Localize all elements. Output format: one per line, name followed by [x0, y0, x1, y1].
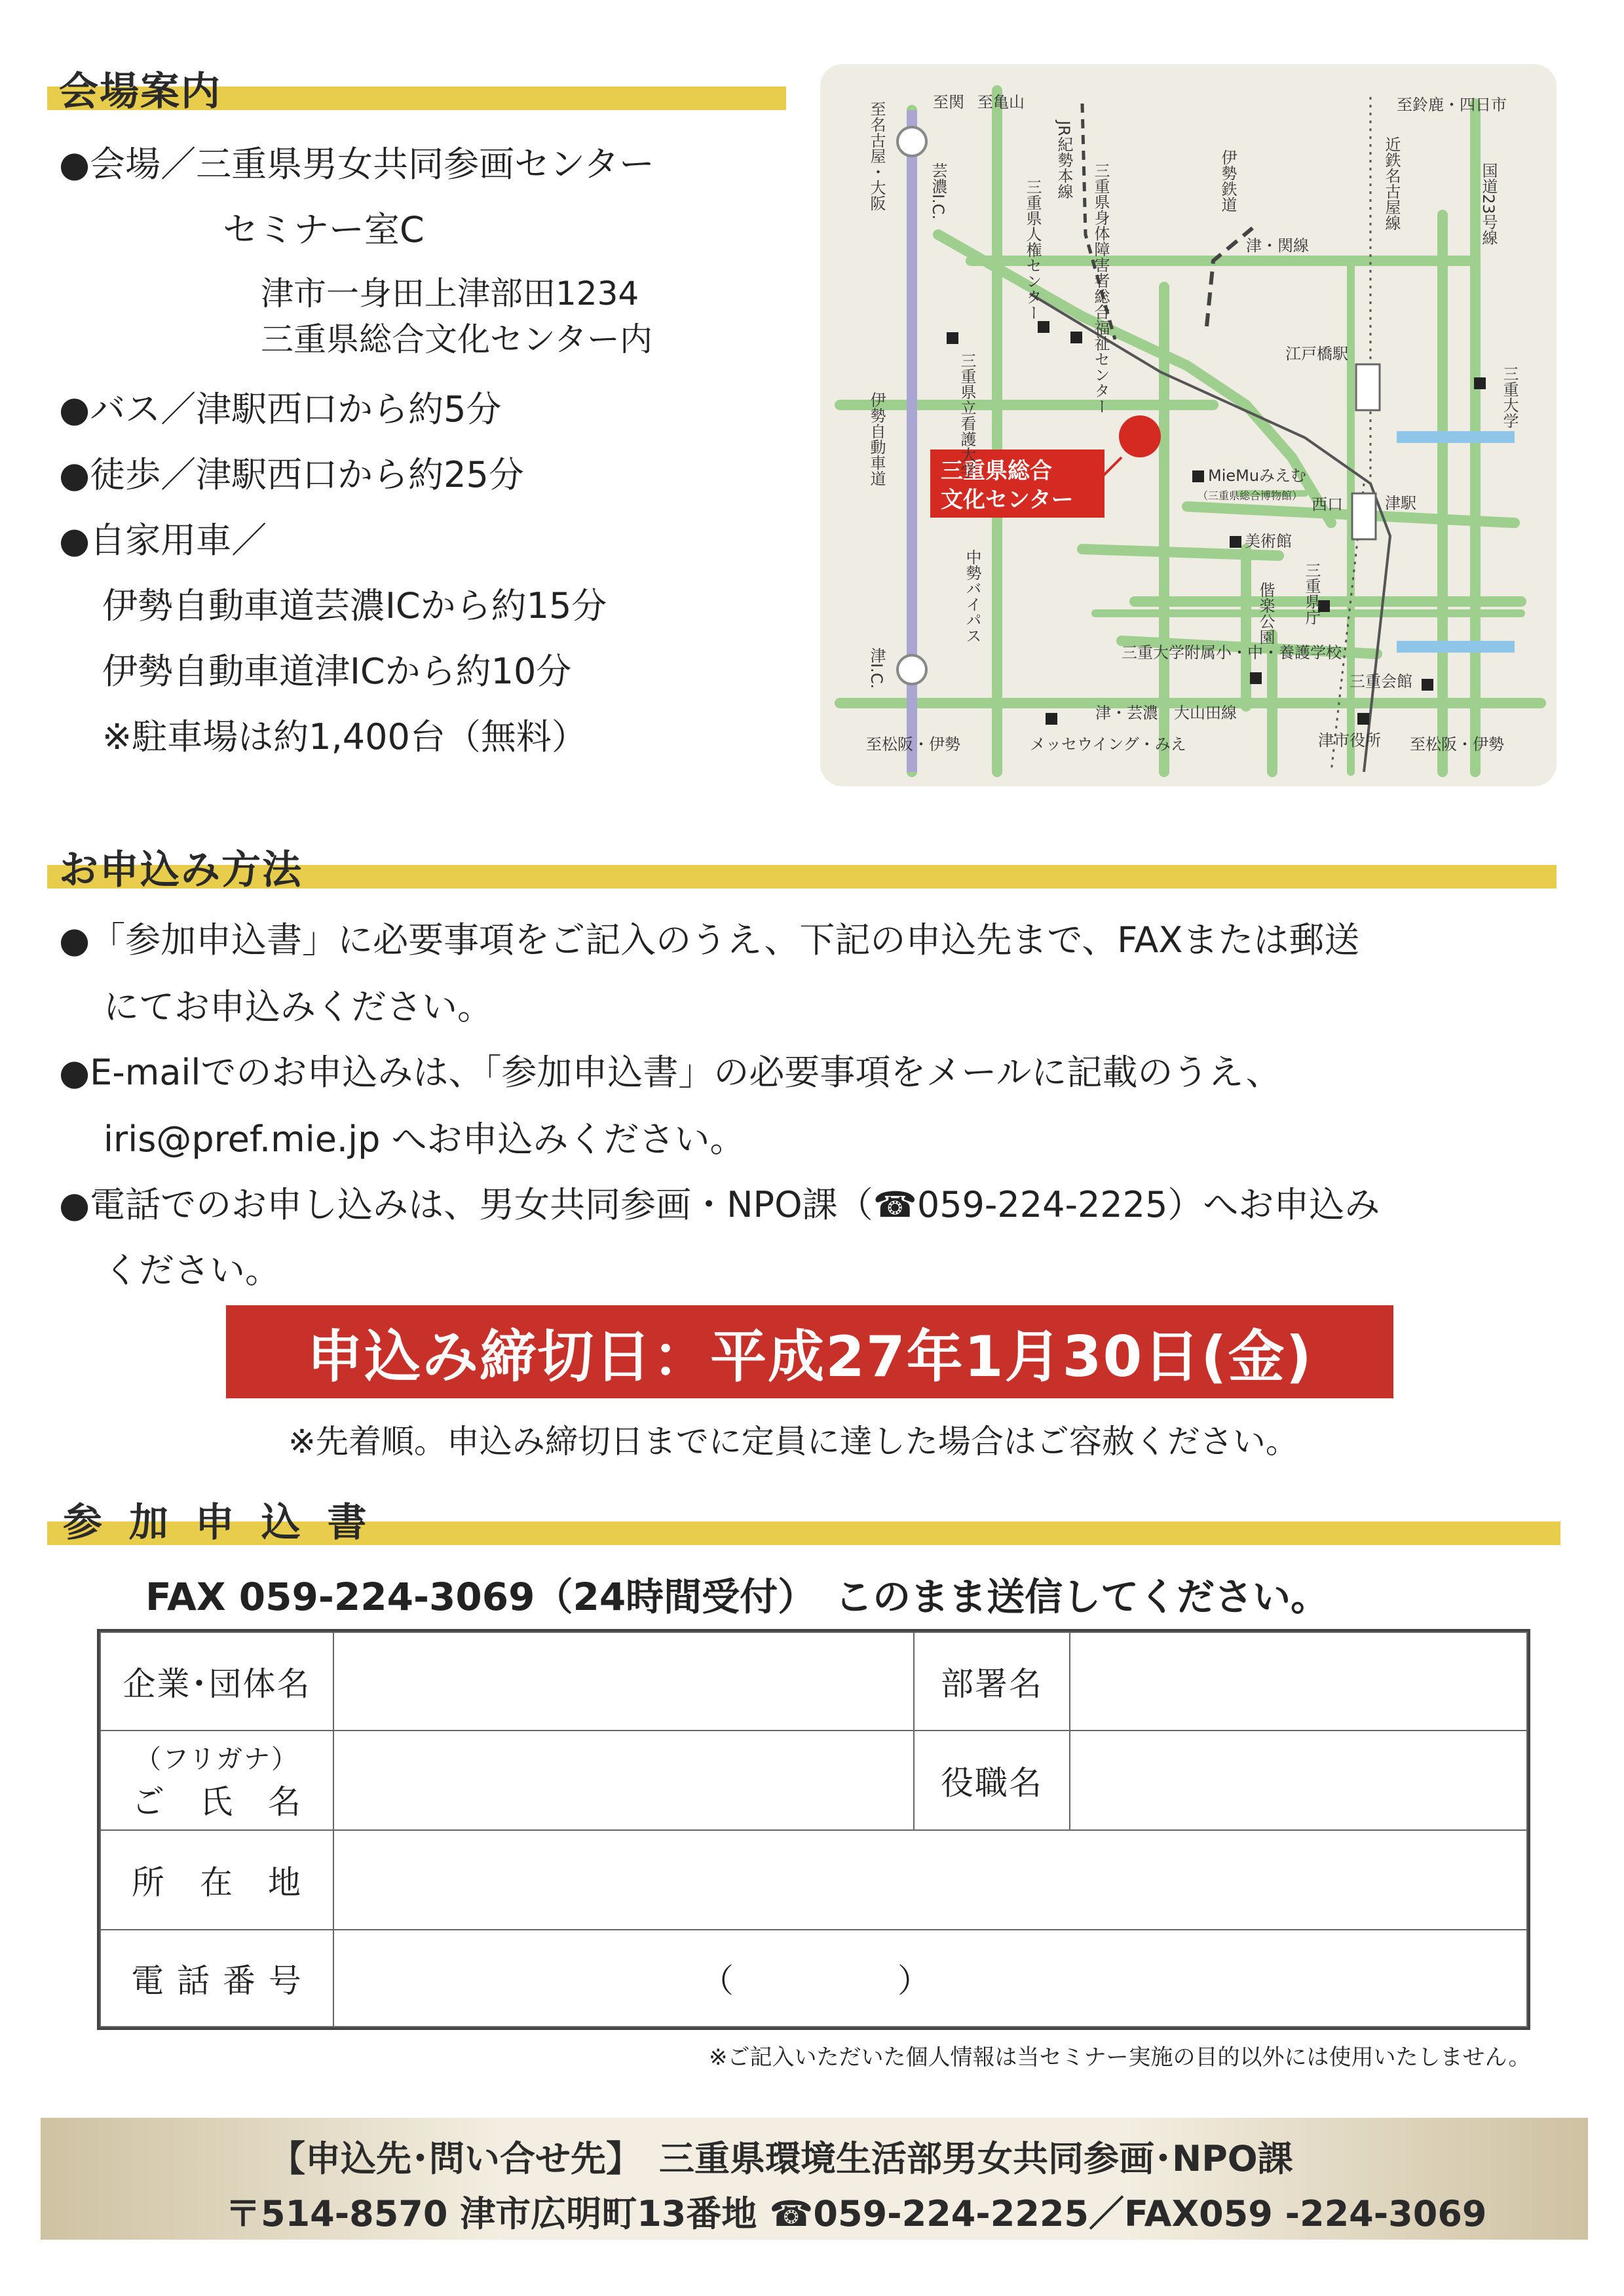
label-address: 所 在 地	[100, 1829, 334, 1930]
input-company[interactable]	[333, 1632, 915, 1731]
map-label-to-suzuka: 至鈴鹿・四日市	[1397, 96, 1507, 114]
venue-line-10: ※駐車場は約1,400台（無料）	[102, 716, 587, 757]
contact-footer	[41, 2118, 1588, 2240]
map-label-ise-railway: 伊勢鉄道	[1218, 149, 1237, 212]
map-edobashi-station	[1356, 364, 1380, 410]
map-tsu-station	[1352, 493, 1376, 539]
map-label-to-matsusaka-r: 至松阪・伊勢	[1410, 735, 1504, 754]
application-form-table	[97, 1629, 1530, 2030]
input-name[interactable]	[333, 1730, 915, 1831]
label-position: 役職名	[913, 1730, 1070, 1831]
venue-line-6: ●徒歩／津駅西口から約25分	[59, 454, 524, 495]
fax-line: FAX 059-224-3069（24時間受付） このまま送信してください。	[145, 1575, 1329, 1619]
map-label-fuzoku: 三重大学附属小・中・養護学校	[1122, 643, 1342, 662]
map-label-kaikan: 三重会館	[1350, 672, 1412, 691]
phone-paren-open: （	[701, 1962, 734, 2000]
apply-line-6: ください。	[104, 1250, 280, 1291]
apply-line-5: ●電話でのお申し込みは、男女共同参画・NPO課（☎059-224-2225）へお申込み	[59, 1184, 1380, 1225]
map-label-tsu-station: 津駅	[1385, 494, 1416, 512]
map-label-edobashi: 江戸橋駅	[1285, 345, 1348, 363]
map-label-art-museum: 美術館	[1245, 532, 1292, 550]
map-label-tsu-seki: 津・関線	[1246, 237, 1309, 255]
form-title: 参 加 申 込 書	[63, 1500, 373, 1546]
map-label-nishiguchi: 西口	[1312, 495, 1343, 514]
venue-line-1: ●会場／三重県男女共同参画センター	[59, 144, 654, 185]
map-label-to-seki: 至関	[933, 93, 964, 111]
label-department: 部署名	[913, 1632, 1070, 1731]
input-department[interactable]	[1069, 1632, 1528, 1731]
map-label-to-kameyama: 至亀山	[977, 93, 1025, 111]
map-label-kango: 三重県立看護大学	[958, 353, 976, 478]
apply-line-2: にてお申込みください。	[104, 986, 493, 1027]
venue-title: 会場案内	[59, 69, 221, 115]
venue-line-9: 伊勢自動車道津ICから約10分	[102, 651, 572, 692]
input-address[interactable]	[333, 1829, 1528, 1930]
map-ic-north	[897, 127, 926, 156]
map-label-miemu: MieMuみえむ	[1208, 467, 1307, 485]
map-water	[1397, 431, 1515, 653]
venue-line-4: 三重県総合文化センター内	[261, 320, 652, 358]
venue-line-2: セミナー室C	[223, 209, 425, 250]
map-label-jr-kisei: JR紀勢本線	[1055, 121, 1073, 199]
map-drawing	[820, 64, 1557, 786]
map-label-geino-oyamada: 津・芸濃 大山田線	[1095, 704, 1237, 722]
venue-line-5: ●バス／津駅西口から約5分	[59, 389, 502, 430]
apply-title: お申込み方法	[59, 847, 303, 893]
map-label-kencho: 三重県庁	[1302, 562, 1321, 625]
venue-line-3: 津市一身田上津部田1234	[261, 275, 639, 313]
map-label-tsu-ic: 津I.C.	[867, 647, 886, 689]
map-label-mie-univ: 三重大学	[1500, 366, 1519, 429]
map-label-kairaku: 偕楽公園	[1256, 582, 1275, 645]
map-label-messe: メッセウイング・みえ	[1030, 735, 1186, 754]
deadline-note: ※先着順。申込み締切日までに定員に達した場合はご容赦ください。	[288, 1423, 1298, 1461]
map-label-route23: 国道23号線	[1479, 163, 1498, 246]
label-name: ご 氏 名	[132, 1782, 302, 1821]
label-furigana: （フリガナ）	[135, 1744, 299, 1774]
apply-line-3: ●E-mailでのお申込みは、「参加申込書」の必要事項をメールに記載のうえ、	[59, 1052, 1281, 1093]
access-map	[820, 64, 1557, 786]
footer-contact: 【申込先･問い合せ先】 三重県環境生活部男女共同参画･NPO課	[270, 2138, 1293, 2179]
input-position[interactable]	[1069, 1730, 1528, 1831]
footer-address: 〒514-8570 津市広明町13番地 ☎059-224-2225／FAX059 -224-3069	[225, 2193, 1487, 2234]
map-venue-label-2: 文化センター	[941, 487, 1074, 513]
map-label-miemu-sub: （三重県総合博物館）	[1198, 489, 1303, 502]
map-venue-marker	[1119, 415, 1161, 457]
label-phone: 電 話 番 号	[100, 1929, 334, 2027]
privacy-note: ※ご記入いただいた個人情報は当セミナー実施の目的以外には使用いたしません。	[709, 2044, 1531, 2071]
map-venue-label-1: 三重県総合	[941, 458, 1052, 484]
map-label-jinken: 三重県人権センター	[1023, 179, 1042, 320]
map-label-kintetsu: 近鉄名古屋線	[1382, 136, 1401, 231]
map-railways	[1030, 97, 1390, 772]
deadline-banner: 申込み締切日：平成27年1月30日(金)	[226, 1305, 1393, 1398]
venue-line-8: 伊勢自動車道芸濃ICから約15分	[102, 585, 607, 626]
apply-line-4: iris@pref.mie.jp へお申込みください。	[104, 1119, 746, 1160]
label-company: 企業･団体名	[100, 1632, 334, 1731]
map-label-city-hall: 津市役所	[1318, 731, 1381, 750]
map-label-to-matsusaka-l: 至松阪・伊勢	[866, 735, 960, 754]
input-phone[interactable]	[333, 1929, 1528, 2027]
apply-line-1: ●「参加申込書」に必要事項をご記入のうえ、下記の申込先まで、FAXまたは郵送	[59, 919, 1360, 961]
map-label-geino-ic: 芸濃I.C.	[929, 163, 947, 220]
map-label-bypass: 中勢バイパス	[963, 549, 981, 643]
map-label-ise-expressway: 伊勢自動車道	[867, 392, 886, 486]
map-label-to-nagoya: 至名古屋・大阪	[867, 101, 886, 211]
map-label-fukushi: 三重県身体障害者総合福祉センター	[1091, 163, 1110, 414]
venue-line-7: ●自家用車／	[59, 520, 267, 561]
map-ic-tsu	[897, 655, 926, 684]
phone-paren-close: ）	[897, 1962, 930, 2000]
label-name-cell	[100, 1730, 334, 1831]
